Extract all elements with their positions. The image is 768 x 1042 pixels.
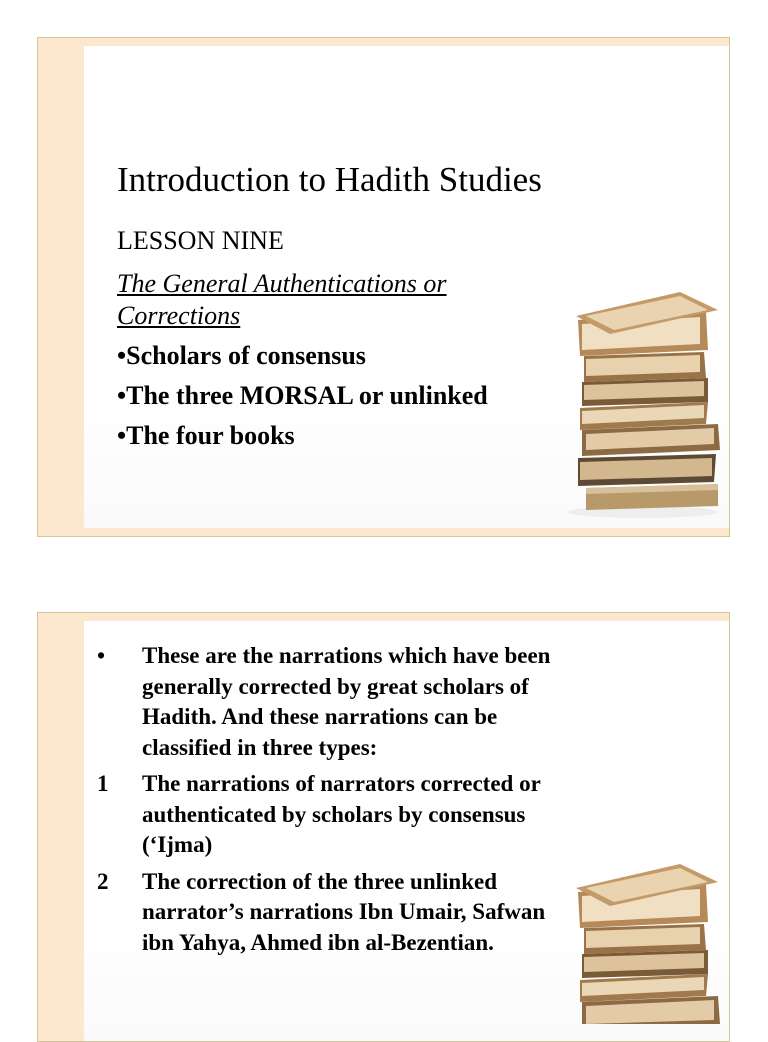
list-item bbox=[97, 867, 567, 959]
list-item bbox=[97, 641, 567, 763]
lesson-label: LESSON NINE bbox=[117, 226, 284, 255]
topic-list bbox=[117, 339, 488, 459]
item-text: The correction of the three unlinked narrator’s narrations Ibn Umair, Safwan ibn Yahya, Ahmed ibn al-Bezentian. bbox=[142, 868, 546, 955]
number-marker: 2 bbox=[97, 868, 109, 894]
topic-item: • The three MORSAL or unlinked bbox=[117, 379, 488, 419]
number-marker: 1 bbox=[97, 771, 109, 796]
topic-item: • Scholars of consensus bbox=[117, 339, 488, 379]
bullet-marker: • bbox=[97, 643, 106, 668]
section-heading: The General Authentications or Corrections bbox=[117, 269, 447, 330]
slide-title: Introduction to Hadith Studies bbox=[117, 160, 542, 199]
book-stack-illustration bbox=[568, 284, 728, 519]
item-text: These are the narrations which have been generally corrected by great scholars of Hadith. And these narrations can be classified in three types: bbox=[142, 643, 551, 760]
book-stack-illustration bbox=[568, 856, 728, 1024]
topic-item: • The four books bbox=[117, 419, 488, 459]
list-item bbox=[97, 769, 567, 861]
item-text: The narrations of narrators corrected or authenticated by scholars by consensus (‘Ijma) bbox=[142, 771, 541, 857]
slide-2-body bbox=[97, 641, 567, 964]
